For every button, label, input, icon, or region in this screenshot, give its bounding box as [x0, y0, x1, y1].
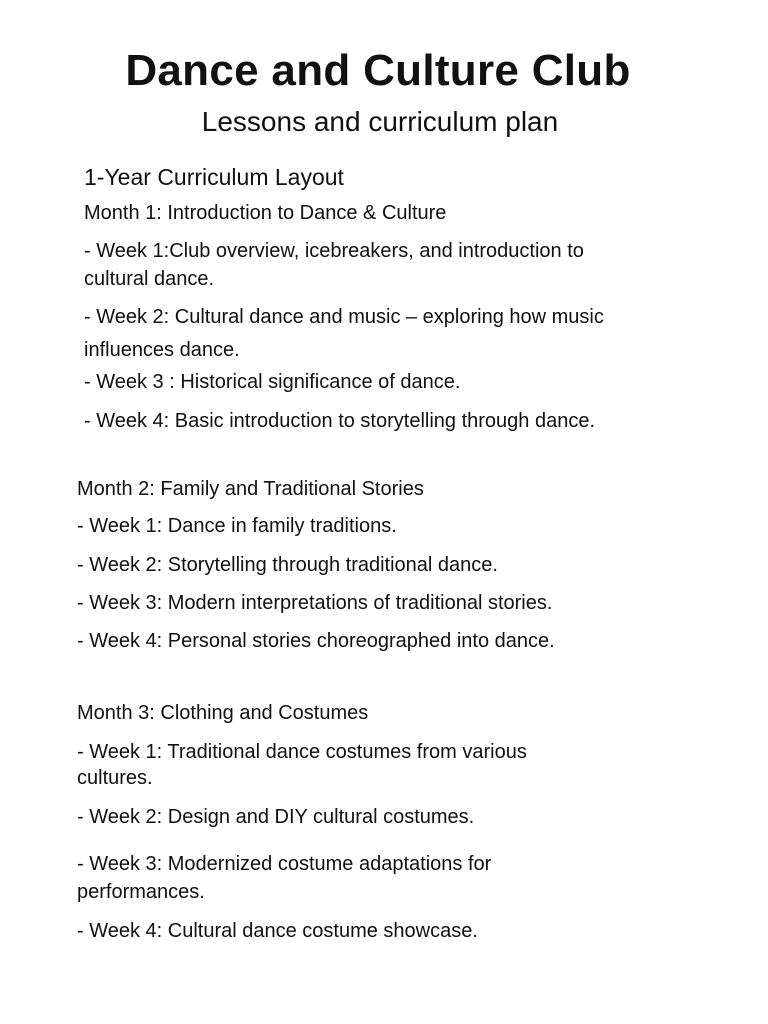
month-1-week-1-line-1: - Week 1:Club overview, icebreakers, and introduction to — [84, 240, 584, 262]
month-3-week-3-line-1: - Week 3: Modernized costume adaptations for — [77, 853, 492, 875]
month-3-week-1-line-1: - Week 1: Traditional dance costumes from various — [77, 741, 527, 763]
month-3-week-2: - Week 2: Design and DIY cultural costumes. — [77, 806, 475, 828]
page-subtitle: Lessons and curriculum plan — [201, 106, 559, 137]
curriculum-heading: 1-Year Curriculum Layout — [84, 164, 344, 190]
month-1-week-3: - Week 3 : Historical significance of dance. — [84, 371, 461, 393]
month-2-week-2: - Week 2: Storytelling through traditional dance. — [77, 554, 498, 576]
month-3-title: Month 3: Clothing and Costumes — [77, 702, 369, 724]
month-2-title: Month 2: Family and Traditional Stories — [77, 478, 424, 500]
month-2-week-4: - Week 4: Personal stories choreographed into dance. — [77, 630, 555, 652]
page-title: Dance and Culture Club — [125, 46, 631, 95]
month-3-week-4: - Week 4: Cultural dance costume showcase. — [77, 920, 478, 942]
month-1-week-1-line-2: cultural dance. — [84, 268, 215, 290]
month-2-week-3: - Week 3: Modern interpretations of traditional stories. — [77, 592, 553, 614]
month-1-week-2-line-1: - Week 2: Cultural dance and music – exploring how music — [84, 306, 604, 328]
month-3-week-1-line-2: cultures. — [77, 767, 153, 789]
month-1-week-4: - Week 4: Basic introduction to storytelling through dance. — [84, 410, 596, 432]
month-3-week-3-line-2: performances. — [77, 881, 205, 903]
month-1-week-2-line-2: influences dance. — [84, 339, 240, 361]
month-1-title: Month 1: Introduction to Dance & Culture — [84, 202, 447, 224]
month-2-week-1: - Week 1: Dance in family traditions. — [77, 515, 397, 537]
